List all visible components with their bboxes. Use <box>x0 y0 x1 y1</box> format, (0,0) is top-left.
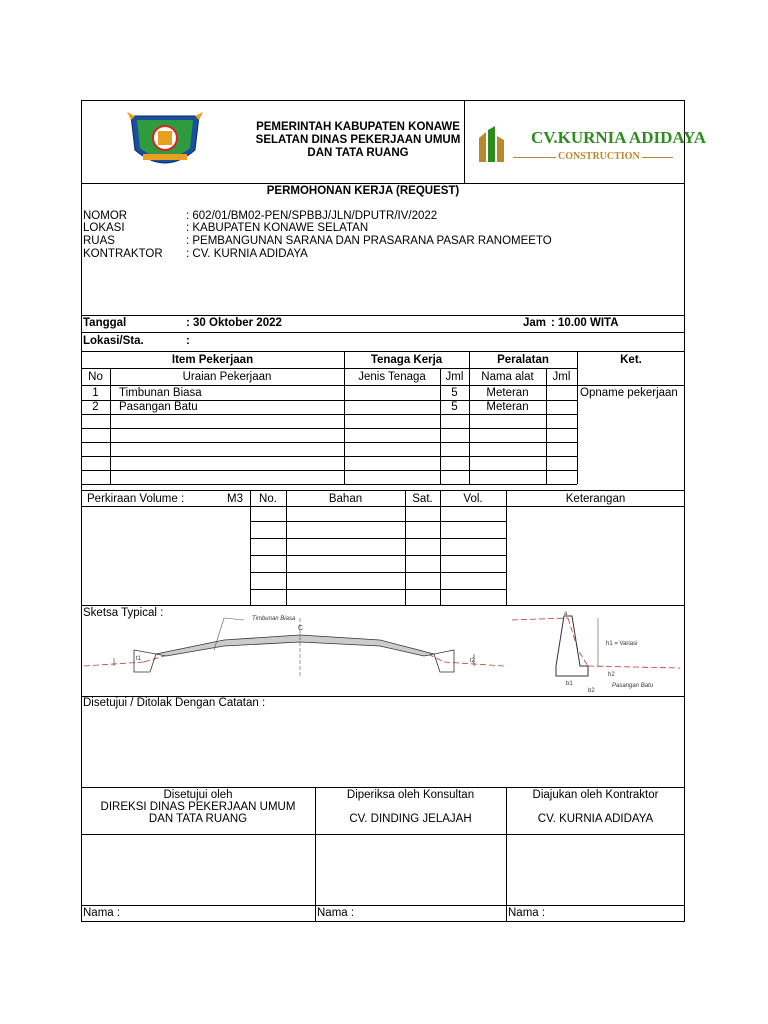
header-bottom-line <box>81 183 685 184</box>
work-row-line <box>81 428 577 429</box>
sketch-b1-label: b1 <box>566 681 573 687</box>
location-value: : <box>186 335 190 347</box>
approved-by-title: Disetujui oleh <box>163 789 233 801</box>
road-cross-section-sketch <box>84 610 504 694</box>
gov-line-1: PEMERINTAH KABUPATEN KONAWE <box>256 121 460 133</box>
material-col-material: Bahan <box>328 493 363 505</box>
material-col-remarks: Keterangan <box>565 493 626 505</box>
col-header-labor-type: Jenis Tenaga <box>358 371 426 383</box>
material-table-top <box>81 490 685 491</box>
date-row-bottom <box>81 332 685 333</box>
form-title: PERMOHONAN KERJA (REQUEST) <box>266 185 460 197</box>
signature-col-divider <box>506 787 507 922</box>
col-header-no: No <box>88 371 103 383</box>
sketch-a-label: a <box>564 611 568 617</box>
sketch-masonry-label: Pasangan Batu <box>612 683 654 689</box>
work-table-col-line <box>81 385 685 386</box>
material-row-line <box>250 521 506 522</box>
work-col-divider <box>546 368 547 484</box>
submitter-name-label: Nama : <box>508 907 546 919</box>
col-header-tool-name: Nama alat <box>481 371 534 383</box>
col-header-description: Uraian Pekerjaan <box>182 371 272 383</box>
sketch-h2-label: h2 <box>608 672 615 678</box>
signature-col-divider <box>315 787 316 922</box>
approved-by-line-2: DAN TATA RUANG <box>148 813 248 825</box>
sketch-label: Sketsa Typical : <box>83 607 164 619</box>
table-row-labor-qty: 5 <box>451 387 458 399</box>
material-col-divider <box>250 490 251 605</box>
company-tagline: CONSTRUCTION <box>558 151 640 162</box>
date-row-top <box>81 315 685 316</box>
work-row-line <box>81 470 577 471</box>
sketch-t1-label: t1 <box>136 656 142 662</box>
sketch-h1-label: h1 = Variasi <box>606 641 638 647</box>
signature-block-top <box>81 787 685 788</box>
group-header-labor: Tenaga Kerja <box>370 354 443 366</box>
field-value-lokasi: : KABUPATEN KONAWE SELATAN <box>186 222 369 234</box>
table-row-labor-qty: 5 <box>451 401 458 413</box>
material-col-divider <box>506 490 507 605</box>
material-col-divider <box>286 490 287 605</box>
table-row-no: 1 <box>92 387 99 399</box>
table-row-description: Timbunan Biasa <box>119 387 202 399</box>
volume-label: Perkiraan Volume : <box>87 493 185 505</box>
company-name: CV.KURNIA ADIDAYA <box>531 128 707 147</box>
work-col-divider <box>577 351 578 484</box>
material-row-line <box>250 555 506 556</box>
sketch-centerline-label: C <box>298 625 304 632</box>
field-value-ruas: : PEMBANGUNAN SARANA DAN PRASARANA PASAR RANOMEETO <box>186 235 552 247</box>
approved-by-line-1: DIREKSI DINAS PEKERJAAN UMUM <box>100 801 296 813</box>
company-building-logo-icon <box>476 126 508 164</box>
field-value-kontraktor: : CV. KURNIA ADIDAYA <box>186 248 308 260</box>
col-header-tool-qty: Jml <box>552 371 571 383</box>
approval-notes-label: Disetujui / Ditolak Dengan Catatan : <box>83 697 266 709</box>
work-note: Opname pekerjaan <box>580 387 678 399</box>
work-row-line <box>81 456 577 457</box>
sketch-t2-label: t2 <box>470 658 476 664</box>
checker-name-label: Nama : <box>317 907 355 919</box>
material-col-volume: Vol. <box>463 493 483 505</box>
material-col-unit: Sat. <box>412 493 433 505</box>
work-col-divider <box>110 368 111 484</box>
field-label-kontraktor: KONTRAKTOR <box>83 248 163 260</box>
group-header-equipment: Peralatan <box>497 354 549 366</box>
sketch-b2-label: b2 <box>588 688 595 694</box>
retaining-wall-detail-sketch <box>508 610 684 694</box>
material-table-bottom <box>81 605 685 606</box>
material-col-divider <box>440 490 441 605</box>
field-label-nomor: NOMOR <box>83 210 128 222</box>
time-value: : 10.00 WITA <box>551 317 619 329</box>
gov-line-3: DAN TATA RUANG <box>307 147 409 159</box>
group-header-item: Item Pekerjaan <box>171 354 254 366</box>
col-header-labor-qty: Jml <box>445 371 464 383</box>
signature-name-line <box>81 905 685 906</box>
work-table-group-line <box>81 368 577 369</box>
table-row-tool-name: Meteran <box>486 401 529 413</box>
material-row-line <box>250 589 506 590</box>
date-value: : 30 Oktober 2022 <box>186 317 282 329</box>
work-table-top <box>81 351 685 352</box>
signature-header-bottom <box>81 834 685 835</box>
regency-emblem-icon <box>123 110 207 174</box>
submitted-by-name: CV. KURNIA ADIDAYA <box>537 813 654 825</box>
checked-by-title: Diperiksa oleh Konsultan <box>346 789 475 801</box>
time-label: Jam <box>523 317 547 329</box>
table-row-tool-name: Meteran <box>486 387 529 399</box>
work-row-line <box>81 442 577 443</box>
material-row-line <box>250 538 506 539</box>
approver-name-label: Nama : <box>83 907 121 919</box>
material-row-line <box>250 572 506 573</box>
group-header-note: Ket. <box>620 354 642 366</box>
gov-line-2: SELATAN DINAS PEKERJAAN UMUM <box>255 134 461 146</box>
sketch-fill-label: Timbunan Biasa <box>252 616 296 622</box>
checked-by-name: CV. DINDING JELAJAH <box>349 813 472 825</box>
field-value-nomor: : 602/01/BM02-PEN/SPBBJ/JLN/DPUTR/IV/2022 <box>186 210 438 222</box>
work-row-line <box>81 484 577 485</box>
material-col-divider <box>405 490 406 605</box>
date-label: Tanggal <box>83 317 127 329</box>
submitted-by-title: Diajukan oleh Kontraktor <box>532 789 659 801</box>
volume-unit: M3 <box>227 493 243 505</box>
location-label: Lokasi/Sta. <box>83 335 144 347</box>
work-row-line <box>81 414 577 415</box>
field-label-ruas: RUAS <box>83 235 115 247</box>
material-col-no: No. <box>259 493 277 505</box>
material-header-line <box>81 506 685 507</box>
field-label-lokasi: LOKASI <box>83 222 125 234</box>
table-row-no: 2 <box>92 401 99 413</box>
work-col-divider <box>440 368 441 484</box>
table-row-description: Pasangan Batu <box>119 401 198 413</box>
